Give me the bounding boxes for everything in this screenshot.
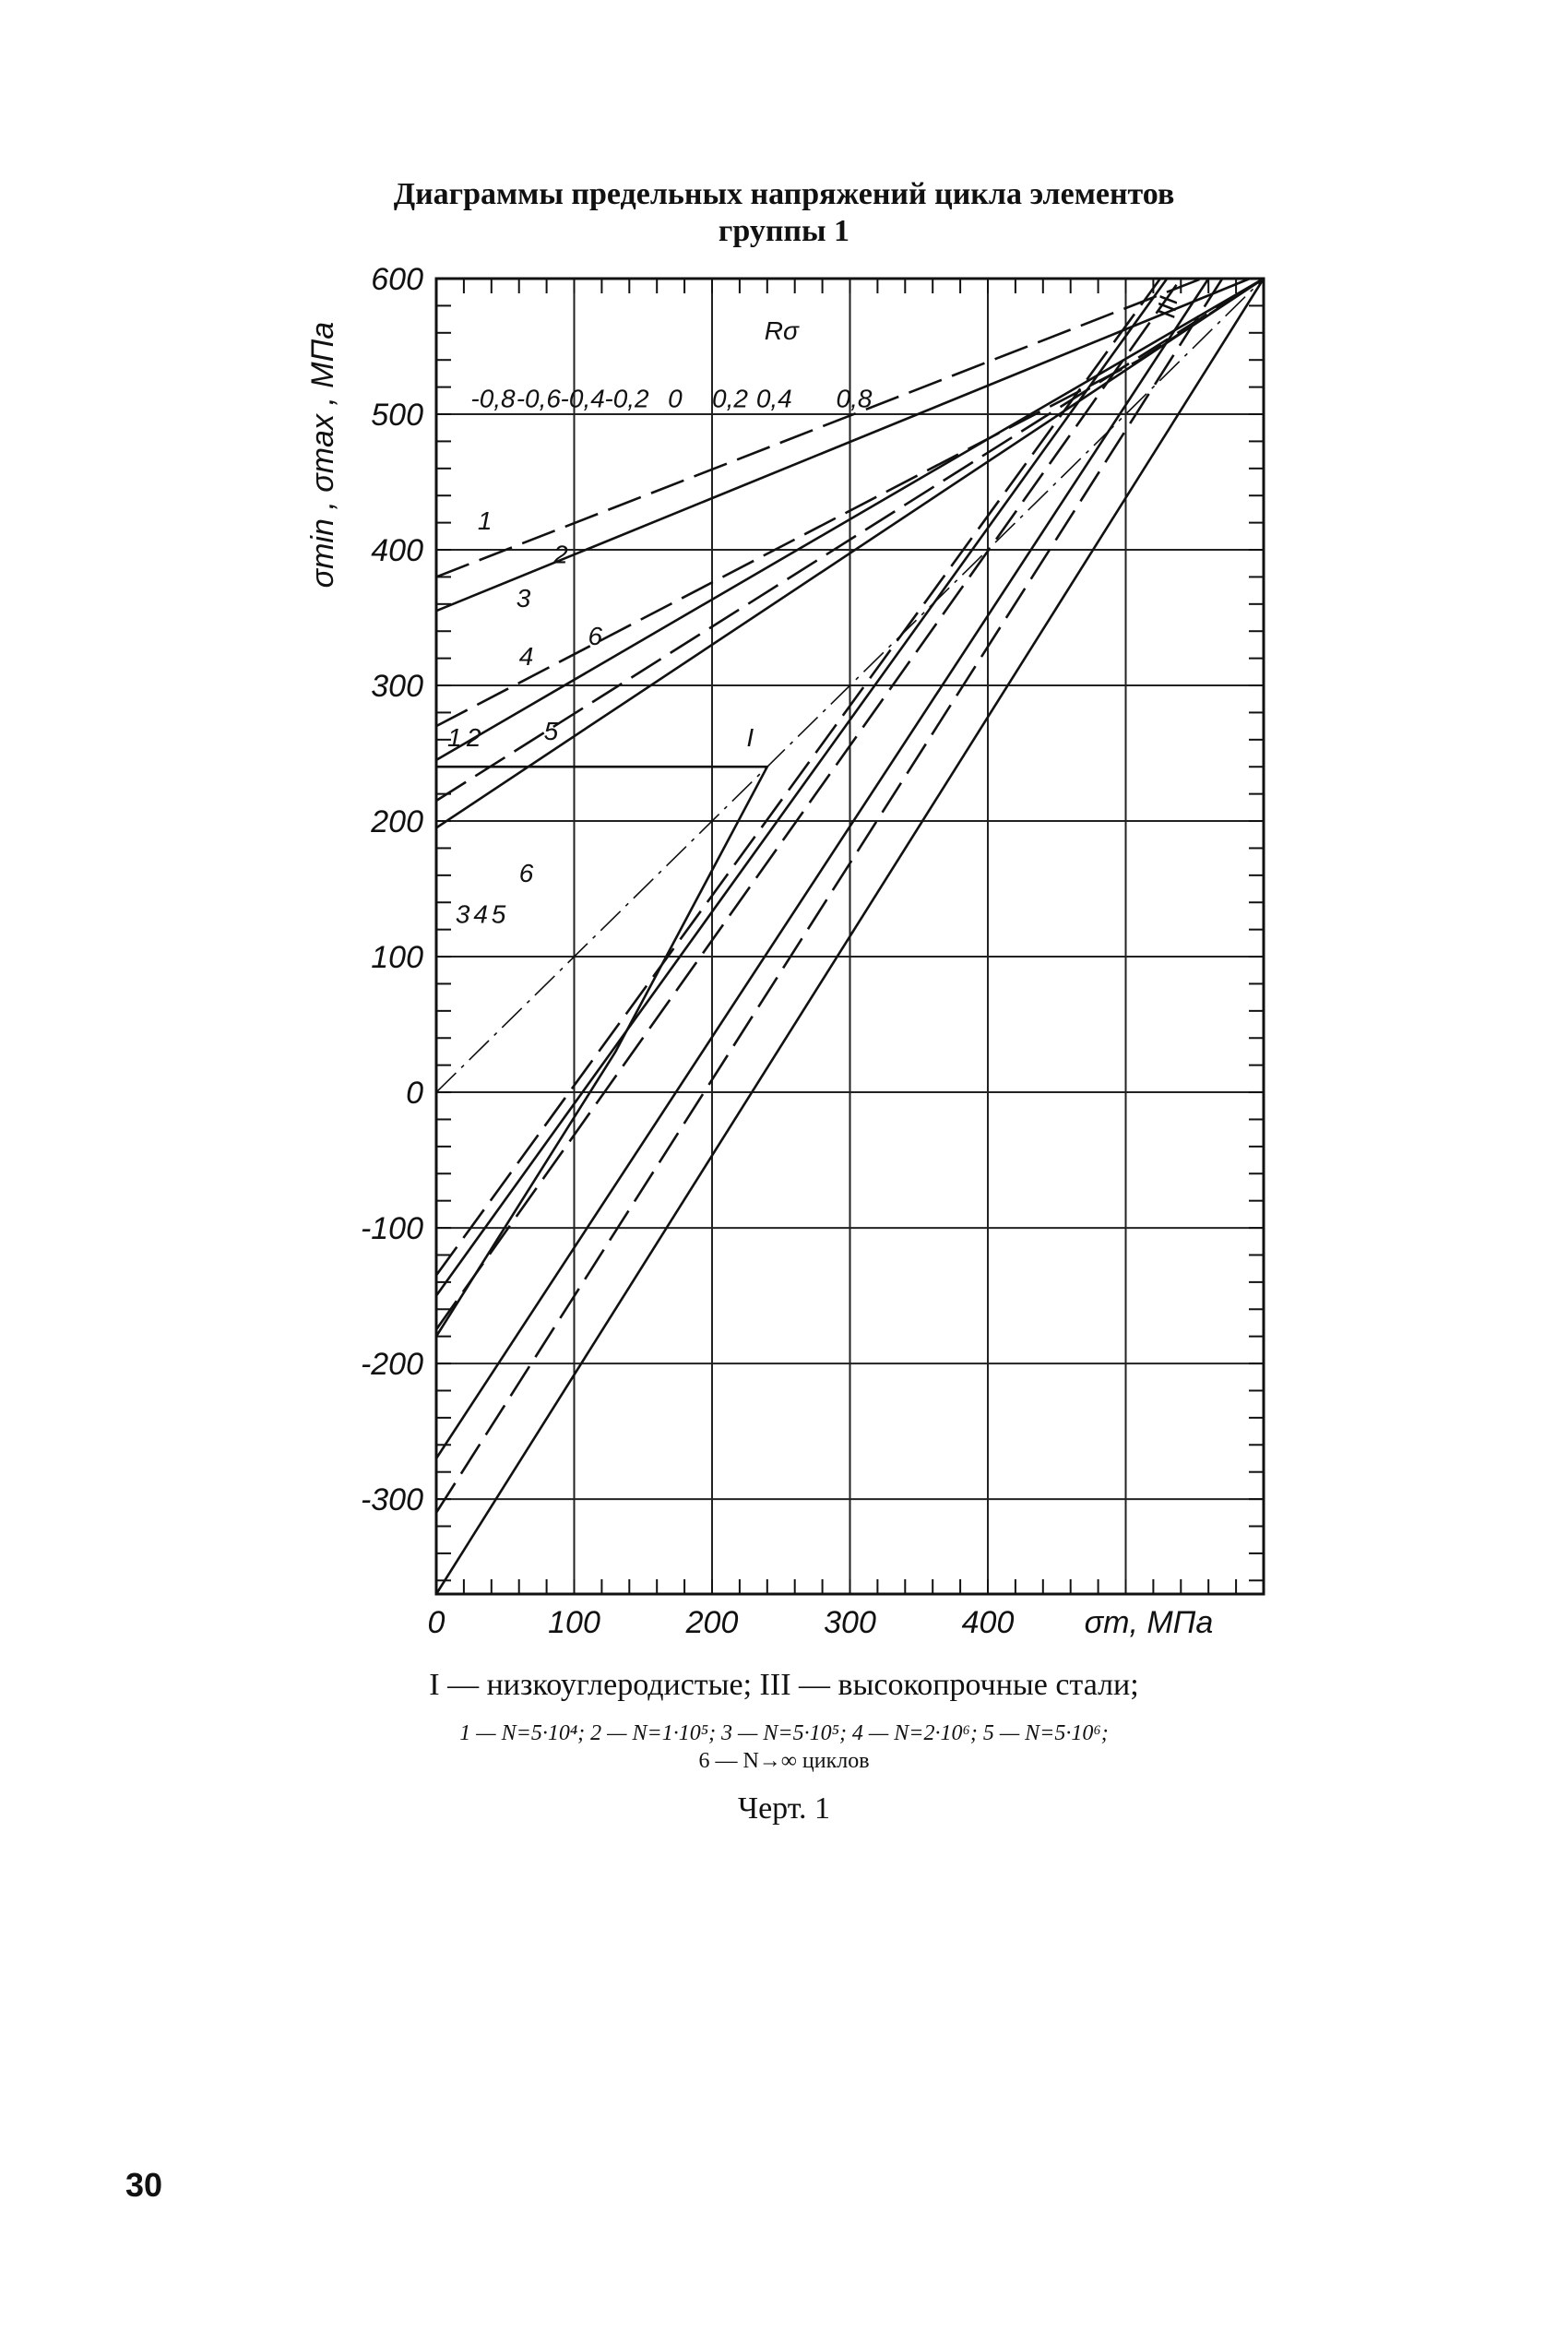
x-tick-label: 100 [548,1605,600,1640]
curve-label-upper: 4 [518,641,534,671]
figure-label: Черт. 1 [737,1791,831,1826]
curve-label-upper: 2 [553,540,568,569]
r-value-label: 0,8 [836,384,873,413]
r-value-label: -0,8 [470,384,516,413]
curve-label-lower: 1 [446,723,462,753]
y-tick-label: 0 [406,1076,423,1112]
y-tick-label: 200 [371,804,423,840]
y-tick-label: 300 [371,669,423,705]
series-line-4 [436,279,1208,1458]
r-value-label: 0,4 [755,384,792,413]
group-label-I: I [746,723,754,753]
x-tick-label: 200 [685,1605,739,1640]
series-line-3 [436,279,1181,1329]
r-value-label: -0,6 [516,384,561,413]
r-value-label: 0 [668,384,683,413]
curve-label-lower: 3 [455,899,470,929]
curve-label-upper: 3 [516,583,531,613]
series-line-1 [436,279,1202,577]
group-label-III: III [1151,293,1183,321]
x-tick-label: 400 [961,1605,1015,1640]
x-tick-label: 0 [427,1605,445,1640]
x-axis-title: σm, МПа [1084,1605,1214,1640]
y-tick-label: -300 [360,1482,423,1518]
curve-label-lower: 4 [473,899,488,929]
r-label: Rσ [764,316,799,346]
y-tick-label: -200 [360,1347,423,1383]
r-value-label: 0,2 [712,384,748,413]
chart-title-line2: группы 1 [718,214,850,248]
curve-label-lower: 2 [466,723,481,753]
series-line-1 [436,279,1160,1276]
y-tick-label: -100 [360,1211,423,1247]
x-tick-label: 300 [824,1605,876,1640]
curve-label-upper: 5 [543,716,559,745]
y-axis-title: σmin , σmax , МПа [305,321,340,589]
curve-label-lower: 5 [491,899,506,929]
curve-label-upper: 1 [477,506,493,535]
caption-legend-line2: 6 — N→∞ циклов [698,1749,870,1773]
y-tick-label: 400 [371,533,423,569]
series-line-5 [436,279,1222,1513]
caption-main: I — низкоуглеродистые; III — высокопрочные стали; [429,1668,1139,1702]
caption-legend-line1: 1 — N=5·10⁴; 2 — N=1·10⁵; 3 — N=5·10⁵; 4 — N=2·10⁶; 5 — N=5·10⁶; [459,1721,1109,1745]
r-value-label: -0,4 [560,384,605,413]
r-value-label: -0,2 [604,384,649,413]
page-number: 30 [125,2166,163,2204]
series-line-2 [436,279,1167,1296]
curve-label-lower: 6 [518,859,534,888]
y-tick-label: 500 [371,398,423,434]
y-tick-label: 600 [371,262,423,297]
chart-title-line1: Диаграммы предельных напряжений цикла элементов [393,177,1175,211]
y-tick-label: 100 [371,940,423,976]
curve-label-upper: 6 [588,621,603,650]
